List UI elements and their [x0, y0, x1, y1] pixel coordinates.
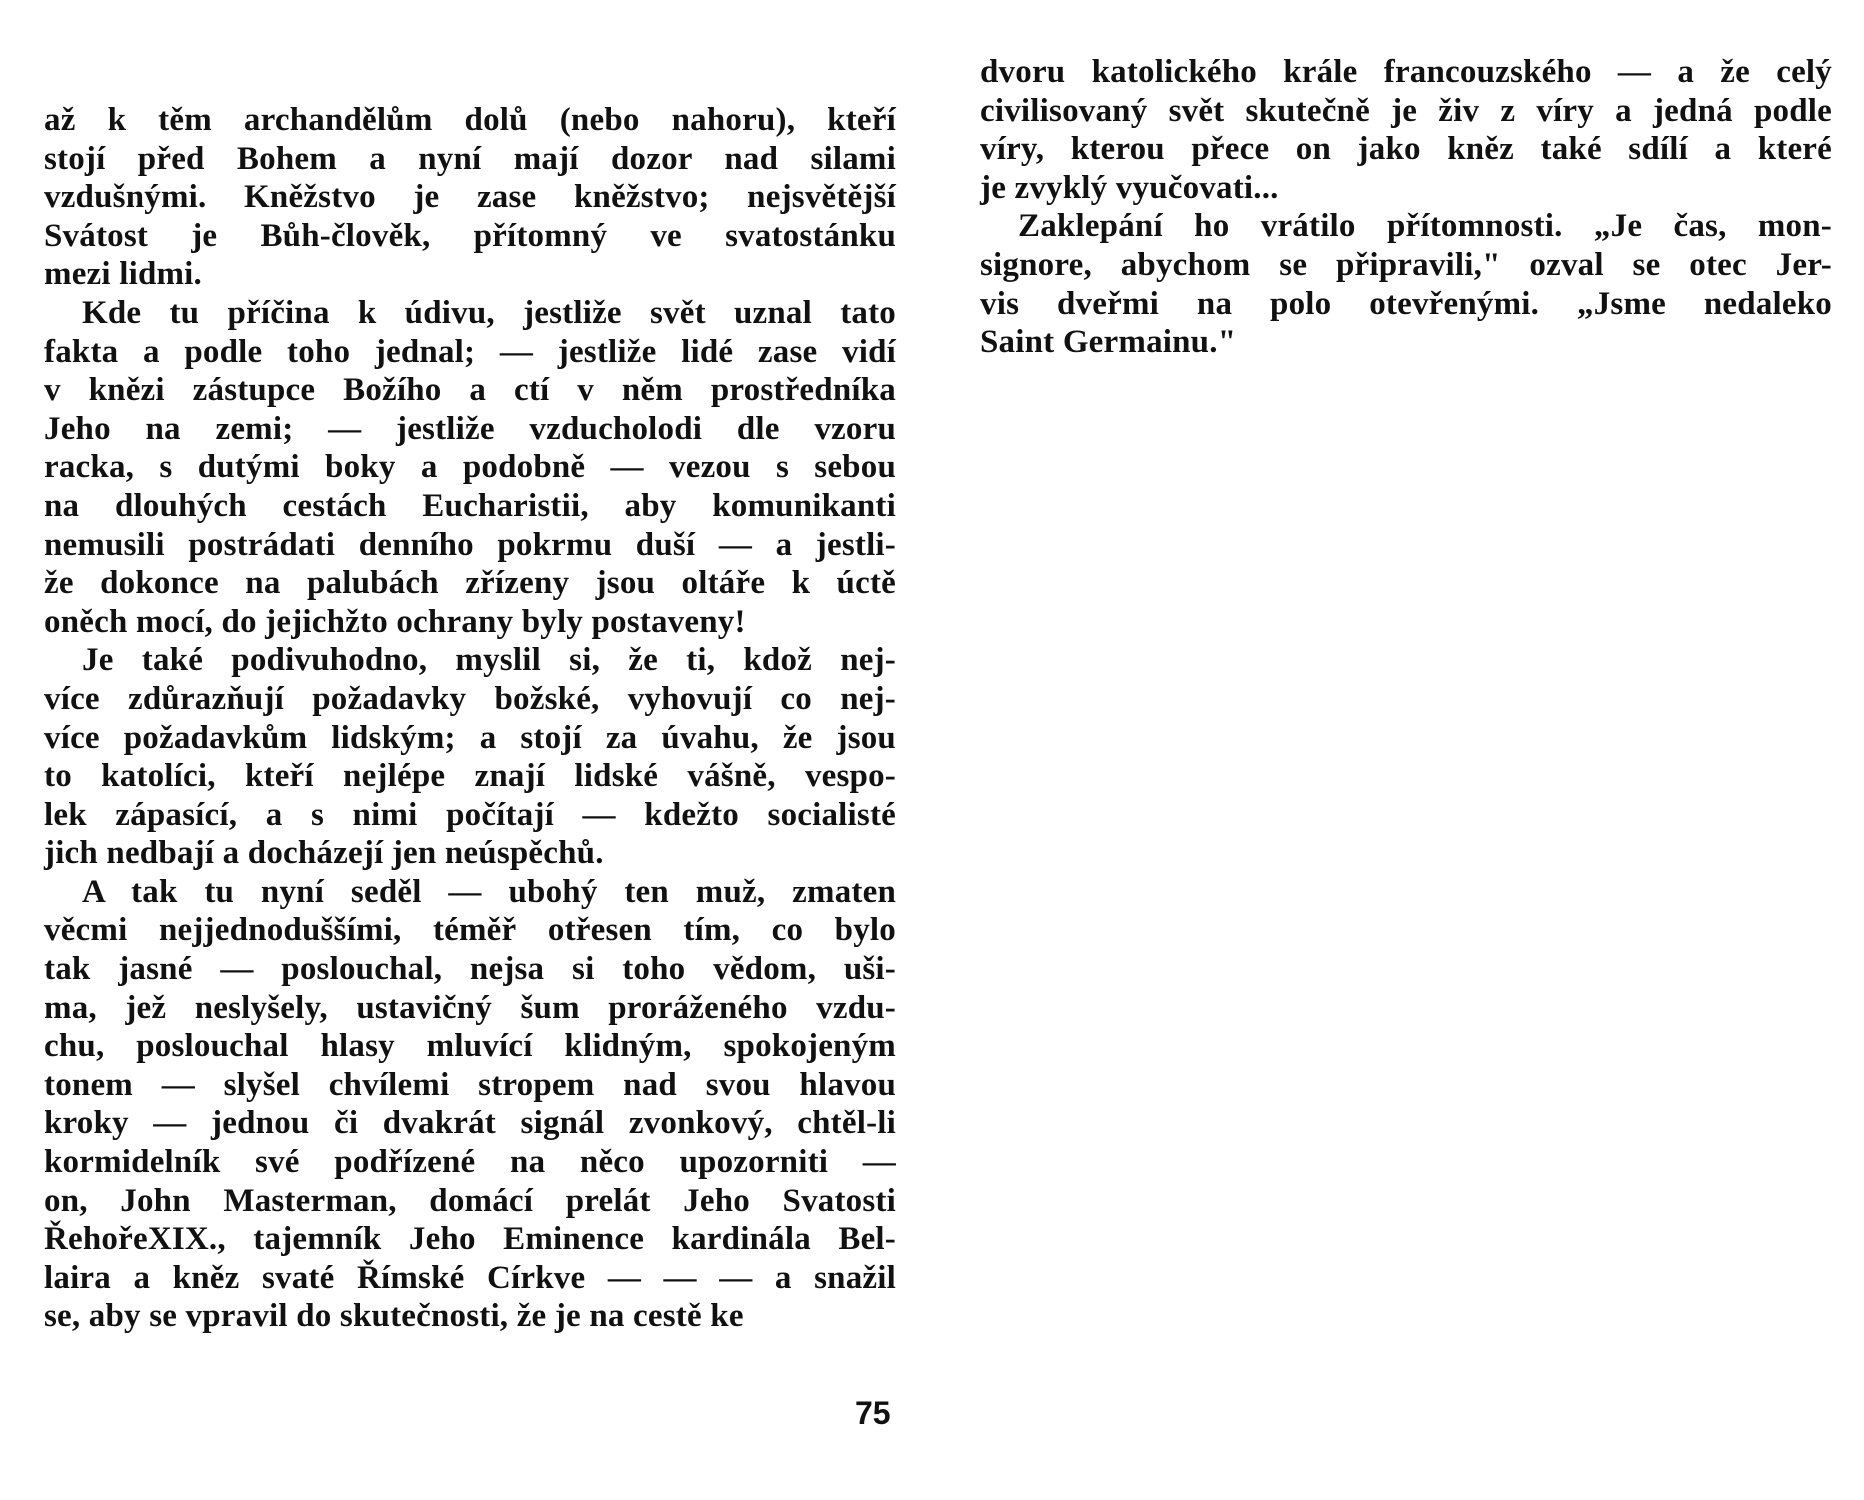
page-number: 75 [855, 1395, 891, 1431]
text-line: Zaklepání ho vrátilo přítomnosti. „Je čas, mon- [1018, 208, 1832, 245]
text-line: více požadavkům lidským; a stojí za úvahu, že jsou [44, 719, 896, 756]
text-line: Svátost je Bůh-člověk, přítomný ve svatostánku [44, 217, 896, 254]
text-line: věcmi nejjednoduššími, téměř otřesen tím, co bylo [44, 912, 896, 949]
text-line: Saint Germainu." [980, 324, 1237, 361]
text-line: jich nedbají a docházejí jen neúspěchů. [44, 835, 604, 872]
text-line: nemusili postrádati denního pokrmu duší — a jestli- [44, 526, 896, 563]
left-text-column [44, 101, 896, 1336]
text-line: tak jasné — poslouchal, nejsa si toho vědom, uši- [44, 951, 896, 988]
text-line: fakta a podle toho jednal; — jestliže lidé zase vidí [44, 333, 896, 370]
text-line: v knězi zástupce Božího a ctí v něm prostředníka [44, 372, 896, 409]
text-line: vzdušnými. Kněžstvo je zase kněžstvo; nejsvětější [44, 179, 896, 216]
text-line: tonem — slyšel chvílemi stropem nad svou hlavou [44, 1066, 896, 1103]
text-line: více zdůrazňují požadavky božské, vyhovují co nej- [44, 680, 896, 717]
text-line: ma, jež neslyšely, ustavičný šum proráženého vzdu- [44, 989, 896, 1026]
text-line: Kde tu příčina k údivu, jestliže svět uznal tato [82, 294, 896, 331]
text-line: ŘehořeXIX., tajemník Jeho Eminence kardinála Bel- [44, 1221, 896, 1258]
paragraph [44, 873, 896, 1336]
text-line: chu, poslouchal hlasy mluvící klidným, spokojeným [44, 1028, 896, 1065]
text-line: vis dveřmi na polo otevřenými. „Jsme nedaleko [980, 285, 1832, 322]
text-line: oněch mocí, do jejichžto ochrany byly postaveny! [44, 603, 746, 640]
text-line: že dokonce na palubách zřízeny jsou oltáře k úctě [44, 565, 896, 602]
text-line: Jeho na zemi; — jestliže vzducholodi dle vzoru [44, 410, 896, 447]
text-line: kormidelník své podřízené na něco upozorniti — [44, 1144, 896, 1181]
text-line: se, aby se vpravil do skutečnosti, že je na cestě ke [44, 1298, 744, 1335]
text-line: A tak tu nyní seděl — ubohý ten muž, zmaten [82, 873, 896, 910]
text-line: signore, abychom se připravili," ozval se otec Jer- [980, 246, 1832, 283]
paragraph [980, 207, 1832, 361]
paragraph [44, 294, 896, 641]
text-line: víry, kterou přece on jako kněz také sdílí a které [980, 131, 1832, 168]
text-line: lek zápasící, a s nimi počítají — kdežto socialisté [44, 796, 896, 833]
text-line: racka, s dutými boky a podobně — vezou s sebou [44, 449, 896, 486]
text-line: kroky — jednou či dvakrát signál zvonkový, chtěl-li [44, 1105, 896, 1142]
text-line: až k těm archandělům dolů (nebo nahoru), kteří [44, 102, 896, 138]
text-line: na dlouhých cestách Eucharistii, aby komunikanti [44, 487, 896, 524]
text-line: je zvyklý vyučovati... [980, 169, 1279, 206]
text-line: dvoru katolického krále francouzského — a že celý [980, 54, 1832, 90]
text-line: civilisovaný svět skutečně je živ z víry a jedná podle [980, 92, 1832, 129]
paragraph [980, 53, 1832, 207]
text-line: Je také podivuhodno, myslil si, že ti, kdož nej- [82, 642, 896, 679]
text-line: mezi lidmi. [44, 256, 202, 293]
text-line: on, John Masterman, domácí prelát Jeho Svatosti [44, 1182, 896, 1219]
text-line: stojí před Bohem a nyní mají dozor nad silami [44, 140, 896, 177]
text-line: to katolíci, kteří nejlépe znají lidské vášně, vespo- [44, 758, 896, 795]
paragraph [44, 641, 896, 873]
paragraph [44, 101, 896, 294]
text-line: laira a kněz svaté Římské Církve — — — a snažil [44, 1259, 896, 1296]
right-text-column [980, 53, 1832, 362]
